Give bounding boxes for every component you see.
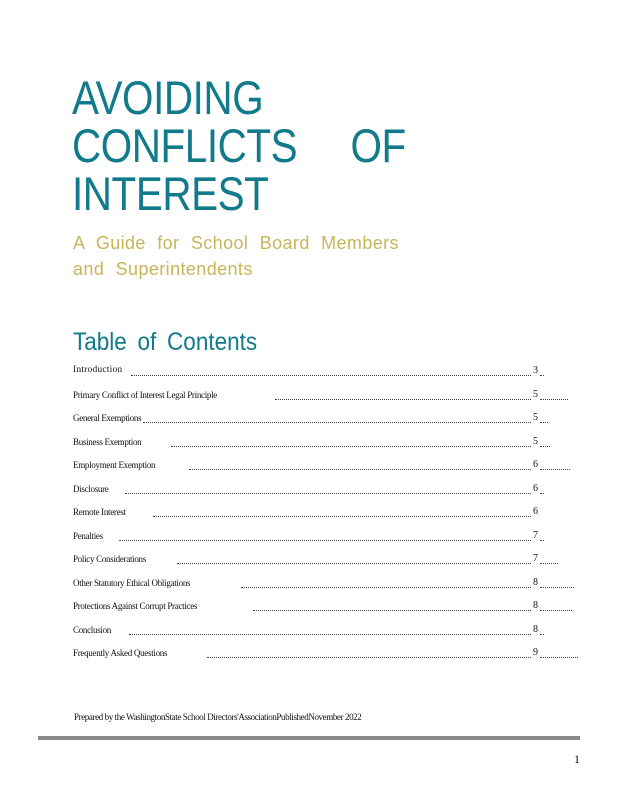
toc-entry-label: Other Statutory Ethical Obligations — [73, 577, 191, 588]
toc-entry-label: General Exemptions — [73, 413, 142, 423]
toc-entry-remote-interest[interactable] — [73, 503, 583, 527]
toc-leader — [177, 554, 531, 564]
toc-leader — [153, 507, 531, 517]
toc-leader — [275, 390, 531, 400]
prepared-by-note: Prepared by the WashingtonState School Directors'AssociationPublishedNovember 2022 — [74, 712, 362, 722]
toc-entry-employment-exemption[interactable] — [73, 456, 583, 480]
toc-entry-label: Business Exemption — [73, 436, 142, 447]
toc-entry-label: Disclosure — [73, 483, 109, 494]
toc-entry-general-exemptions[interactable] — [73, 409, 583, 433]
toc-entry-introduction[interactable] — [73, 362, 583, 386]
toc-leader — [189, 460, 531, 470]
toc-entry-page: 5 — [533, 435, 538, 447]
toc-trail — [540, 484, 544, 494]
toc-entry-conclusion[interactable] — [73, 621, 583, 645]
subtitle-line-2: and Superintendents — [73, 259, 253, 279]
toc-entry-label: Introduction — [73, 365, 123, 375]
toc-entry-penalties[interactable] — [73, 527, 583, 551]
title-line-2 — [72, 119, 406, 172]
title-line-3: INTEREST — [72, 167, 269, 220]
toc-leader — [241, 578, 531, 588]
toc-entry-page: 6 — [533, 506, 538, 517]
toc-leader — [253, 601, 531, 611]
toc-trail — [540, 437, 550, 447]
toc-leader — [131, 366, 531, 376]
toc-entry-page: 3 — [533, 365, 538, 376]
title-line-2a: CONFLICTS — [72, 119, 298, 172]
toc-entry-label: Penalties — [73, 530, 103, 541]
toc-entry-corrupt-practices[interactable] — [73, 597, 583, 621]
toc-trail — [540, 531, 544, 541]
toc-entry-faq[interactable] — [73, 644, 583, 668]
toc-leader — [143, 413, 531, 423]
toc-entry-policy-considerations[interactable] — [73, 550, 583, 574]
toc-entry-page: 7 — [533, 553, 538, 564]
table-of-contents — [73, 362, 583, 668]
document-subtitle — [73, 230, 399, 282]
toc-entry-page: 8 — [533, 576, 538, 588]
toc-entry-page: 7 — [533, 529, 538, 541]
toc-entry-disclosure[interactable] — [73, 480, 583, 504]
toc-entry-page: 6 — [533, 459, 538, 470]
toc-entry-page: 9 — [533, 647, 538, 658]
toc-trail — [540, 460, 570, 470]
toc-entry-page: 6 — [533, 482, 538, 494]
toc-entry-other-obligations[interactable] — [73, 574, 583, 598]
toc-trail — [540, 625, 544, 635]
toc-leader — [171, 437, 531, 447]
toc-leader — [207, 648, 531, 658]
toc-entry-page: 5 — [533, 388, 538, 400]
toc-heading: Table of Contents — [73, 328, 258, 356]
title-line-2b: OF — [350, 119, 406, 172]
toc-entry-page: 5 — [533, 412, 538, 423]
toc-trail — [540, 648, 578, 658]
toc-entry-label: Protections Against Corrupt Practices — [73, 601, 198, 611]
document-title — [72, 71, 406, 220]
toc-entry-label: Primary Conflict of Interest Legal Principle — [73, 389, 218, 400]
toc-entry-label: Frequently Asked Questions — [73, 648, 168, 658]
toc-leader — [125, 484, 531, 494]
subtitle-line-1: A Guide for School Board Members — [73, 233, 399, 253]
toc-entry-label: Remote Interest — [73, 507, 126, 517]
toc-entry-primary-principle[interactable] — [73, 386, 583, 410]
toc-entry-label: Policy Considerations — [73, 554, 146, 564]
toc-entry-page: 8 — [533, 623, 538, 635]
toc-entry-business-exemption[interactable] — [73, 433, 583, 457]
toc-trail — [540, 366, 544, 376]
toc-entry-label: Employment Exemption — [73, 460, 156, 470]
title-line-1: AVOIDING — [72, 71, 264, 124]
page-number: 1 — [574, 752, 580, 766]
toc-leader — [129, 625, 531, 635]
footer-divider — [38, 736, 580, 740]
toc-trail — [540, 554, 558, 564]
toc-trail — [540, 601, 572, 611]
toc-entry-label: Conclusion — [73, 624, 112, 635]
toc-trail — [540, 578, 574, 588]
toc-trail — [540, 413, 548, 423]
toc-leader — [119, 531, 531, 541]
toc-entry-page: 8 — [533, 600, 538, 611]
toc-trail — [540, 390, 568, 400]
